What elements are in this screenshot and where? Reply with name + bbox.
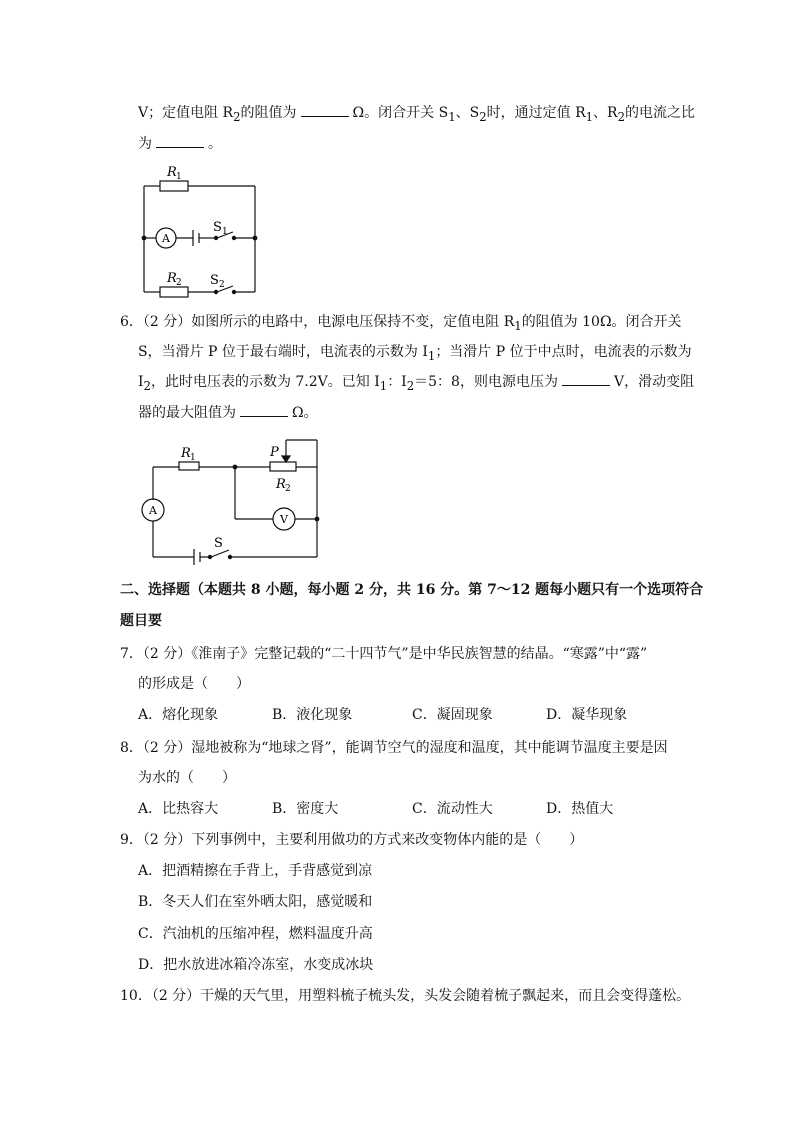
q8-option-d[interactable]: D．热值大 xyxy=(546,801,614,817)
q6-text: 器的最大阻值为 xyxy=(138,405,236,421)
q6-line-4 xyxy=(138,403,318,423)
section-heading: 二、选择题（本题共 8 小题，每小题 2 分，共 16 分。第 7～12 题每小题只有一个选项符合 xyxy=(120,582,704,598)
s1-label: S xyxy=(213,220,222,235)
section-heading-cont: 题目要 xyxy=(120,613,162,629)
r2-rheostat xyxy=(270,462,296,471)
q10-line-1: 10．（2 分）干燥的天气里，用塑料梳子梳头发，头发会随着梳子飘起来，而且会变得蓬松。 xyxy=(120,988,691,1004)
q6-line-1 xyxy=(120,312,682,336)
q9-option-a[interactable]: A．把酒精擦在手背上，手背感觉到凉 xyxy=(138,863,373,879)
q7-option-d[interactable]: D．凝华现象 xyxy=(546,707,628,723)
q8-option-c[interactable]: C．流动性大 xyxy=(412,801,493,817)
s1-label-sub: 1 xyxy=(222,227,228,237)
subscript: 2 xyxy=(233,109,241,124)
q8-line-1: 8．（2 分）湿地被称为“地球之肾”，能调节空气的湿度和温度，其中能调节温度主要是因 xyxy=(120,740,668,756)
subscript: 2 xyxy=(479,109,487,124)
q5-text: Ω。闭合开关 S xyxy=(352,105,449,121)
q7-option-c[interactable]: C．凝固现象 xyxy=(412,707,493,723)
q8-option-a[interactable]: A．比热容大 xyxy=(138,801,219,817)
r2-label-sub: 2 xyxy=(285,484,291,494)
r2-resistor xyxy=(160,287,188,297)
r1-resistor xyxy=(179,462,199,470)
q6-text: V，滑动变阻 xyxy=(613,374,695,390)
subscript: 1 xyxy=(448,109,456,124)
q7-option-a[interactable]: A．熔化现象 xyxy=(138,707,219,723)
ammeter-label: A xyxy=(149,504,157,517)
q6-circuit-diagram xyxy=(130,432,340,567)
q6-text: ：I xyxy=(387,374,407,390)
slider-p-label: P xyxy=(270,445,279,460)
r1-label-sub: 1 xyxy=(176,172,182,182)
r1-label-sub: 1 xyxy=(190,453,196,463)
s2-label: S xyxy=(210,273,219,288)
q5-text: 为 xyxy=(138,136,152,152)
s2-label-sub: 2 xyxy=(219,280,225,290)
subscript: 1 xyxy=(514,318,522,333)
q6-text: I xyxy=(138,374,144,390)
q7-line-1: 7．（2 分）《淮南子》完整记载的“二十四节气”是中华民族智慧的结晶。“寒露”中“露” xyxy=(120,646,648,662)
subscript: 2 xyxy=(143,378,151,393)
answer-blank[interactable] xyxy=(156,135,204,148)
r1-label: R xyxy=(181,446,191,461)
q9-option-b[interactable]: B．冬天人们在室外晒太阳，感觉暖和 xyxy=(138,894,373,910)
q9-line-1: 9．（2 分）下列事例中，主要利用做功的方式来改变物体内能的是（ ） xyxy=(120,832,584,848)
q6-text: ；当滑片 P 位于中点时，电流表的示数为 xyxy=(435,344,692,360)
subscript: 2 xyxy=(406,378,415,393)
q6-line-3 xyxy=(138,372,694,396)
answer-blank[interactable] xyxy=(562,373,610,386)
q5-text: 时，通过定值 R xyxy=(486,105,586,121)
q5-line-1 xyxy=(138,103,695,127)
s-label: S xyxy=(214,536,223,551)
voltmeter-label: V xyxy=(280,513,288,526)
answer-blank[interactable] xyxy=(301,104,349,117)
subscript: 1 xyxy=(585,109,594,124)
q5-circuit-diagram xyxy=(130,160,270,300)
q6-text: 6．（2 分）如图所示的电路中，电源电压保持不变，定值电阻 R xyxy=(120,314,515,330)
q9-option-c[interactable]: C．汽油机的压缩冲程，燃料温度升高 xyxy=(138,926,373,942)
q5-text: 的电流之比 xyxy=(625,105,696,121)
subscript: 1 xyxy=(427,348,436,363)
q5-text: 、R xyxy=(593,105,618,121)
q5-text: V；定值电阻 R xyxy=(138,105,234,121)
q7-option-b[interactable]: B．液化现象 xyxy=(272,707,353,723)
q6-text: S，当滑片 P 位于最右端时，电流表的示数为 I xyxy=(138,344,428,360)
q8-line-2: 为水的（ ） xyxy=(138,770,236,786)
q9-option-d[interactable]: D．把水放进冰箱冷冻室，水变成冰块 xyxy=(138,957,374,973)
r2-label-sub: 2 xyxy=(176,278,182,288)
q6-text: Ω。 xyxy=(292,405,318,421)
q8-option-b[interactable]: B．密度大 xyxy=(272,801,339,817)
r1-resistor xyxy=(160,181,188,191)
q5-line-2 xyxy=(138,134,222,154)
q6-text: ，此时电压表的示数为 7.2V。已知 I xyxy=(150,374,380,390)
answer-blank[interactable] xyxy=(240,404,288,417)
q5-text: 、S xyxy=(455,105,480,121)
q7-line-2: 的形成是（ ） xyxy=(138,676,250,692)
q5-text: 的阻值为 xyxy=(240,105,297,121)
subscript: 2 xyxy=(617,109,626,124)
q5-text: 。 xyxy=(208,136,222,152)
q6-line-2 xyxy=(138,342,692,366)
q6-text: 的阻值为 10Ω。闭合开关 xyxy=(521,314,682,330)
r1-label: R xyxy=(167,165,177,180)
q6-text: ＝5：8，则电源电压为 xyxy=(414,374,558,390)
r2-label: R xyxy=(276,477,286,492)
r2-label: R xyxy=(167,271,177,286)
subscript: 1 xyxy=(379,378,388,393)
ammeter-label: A xyxy=(162,232,170,245)
